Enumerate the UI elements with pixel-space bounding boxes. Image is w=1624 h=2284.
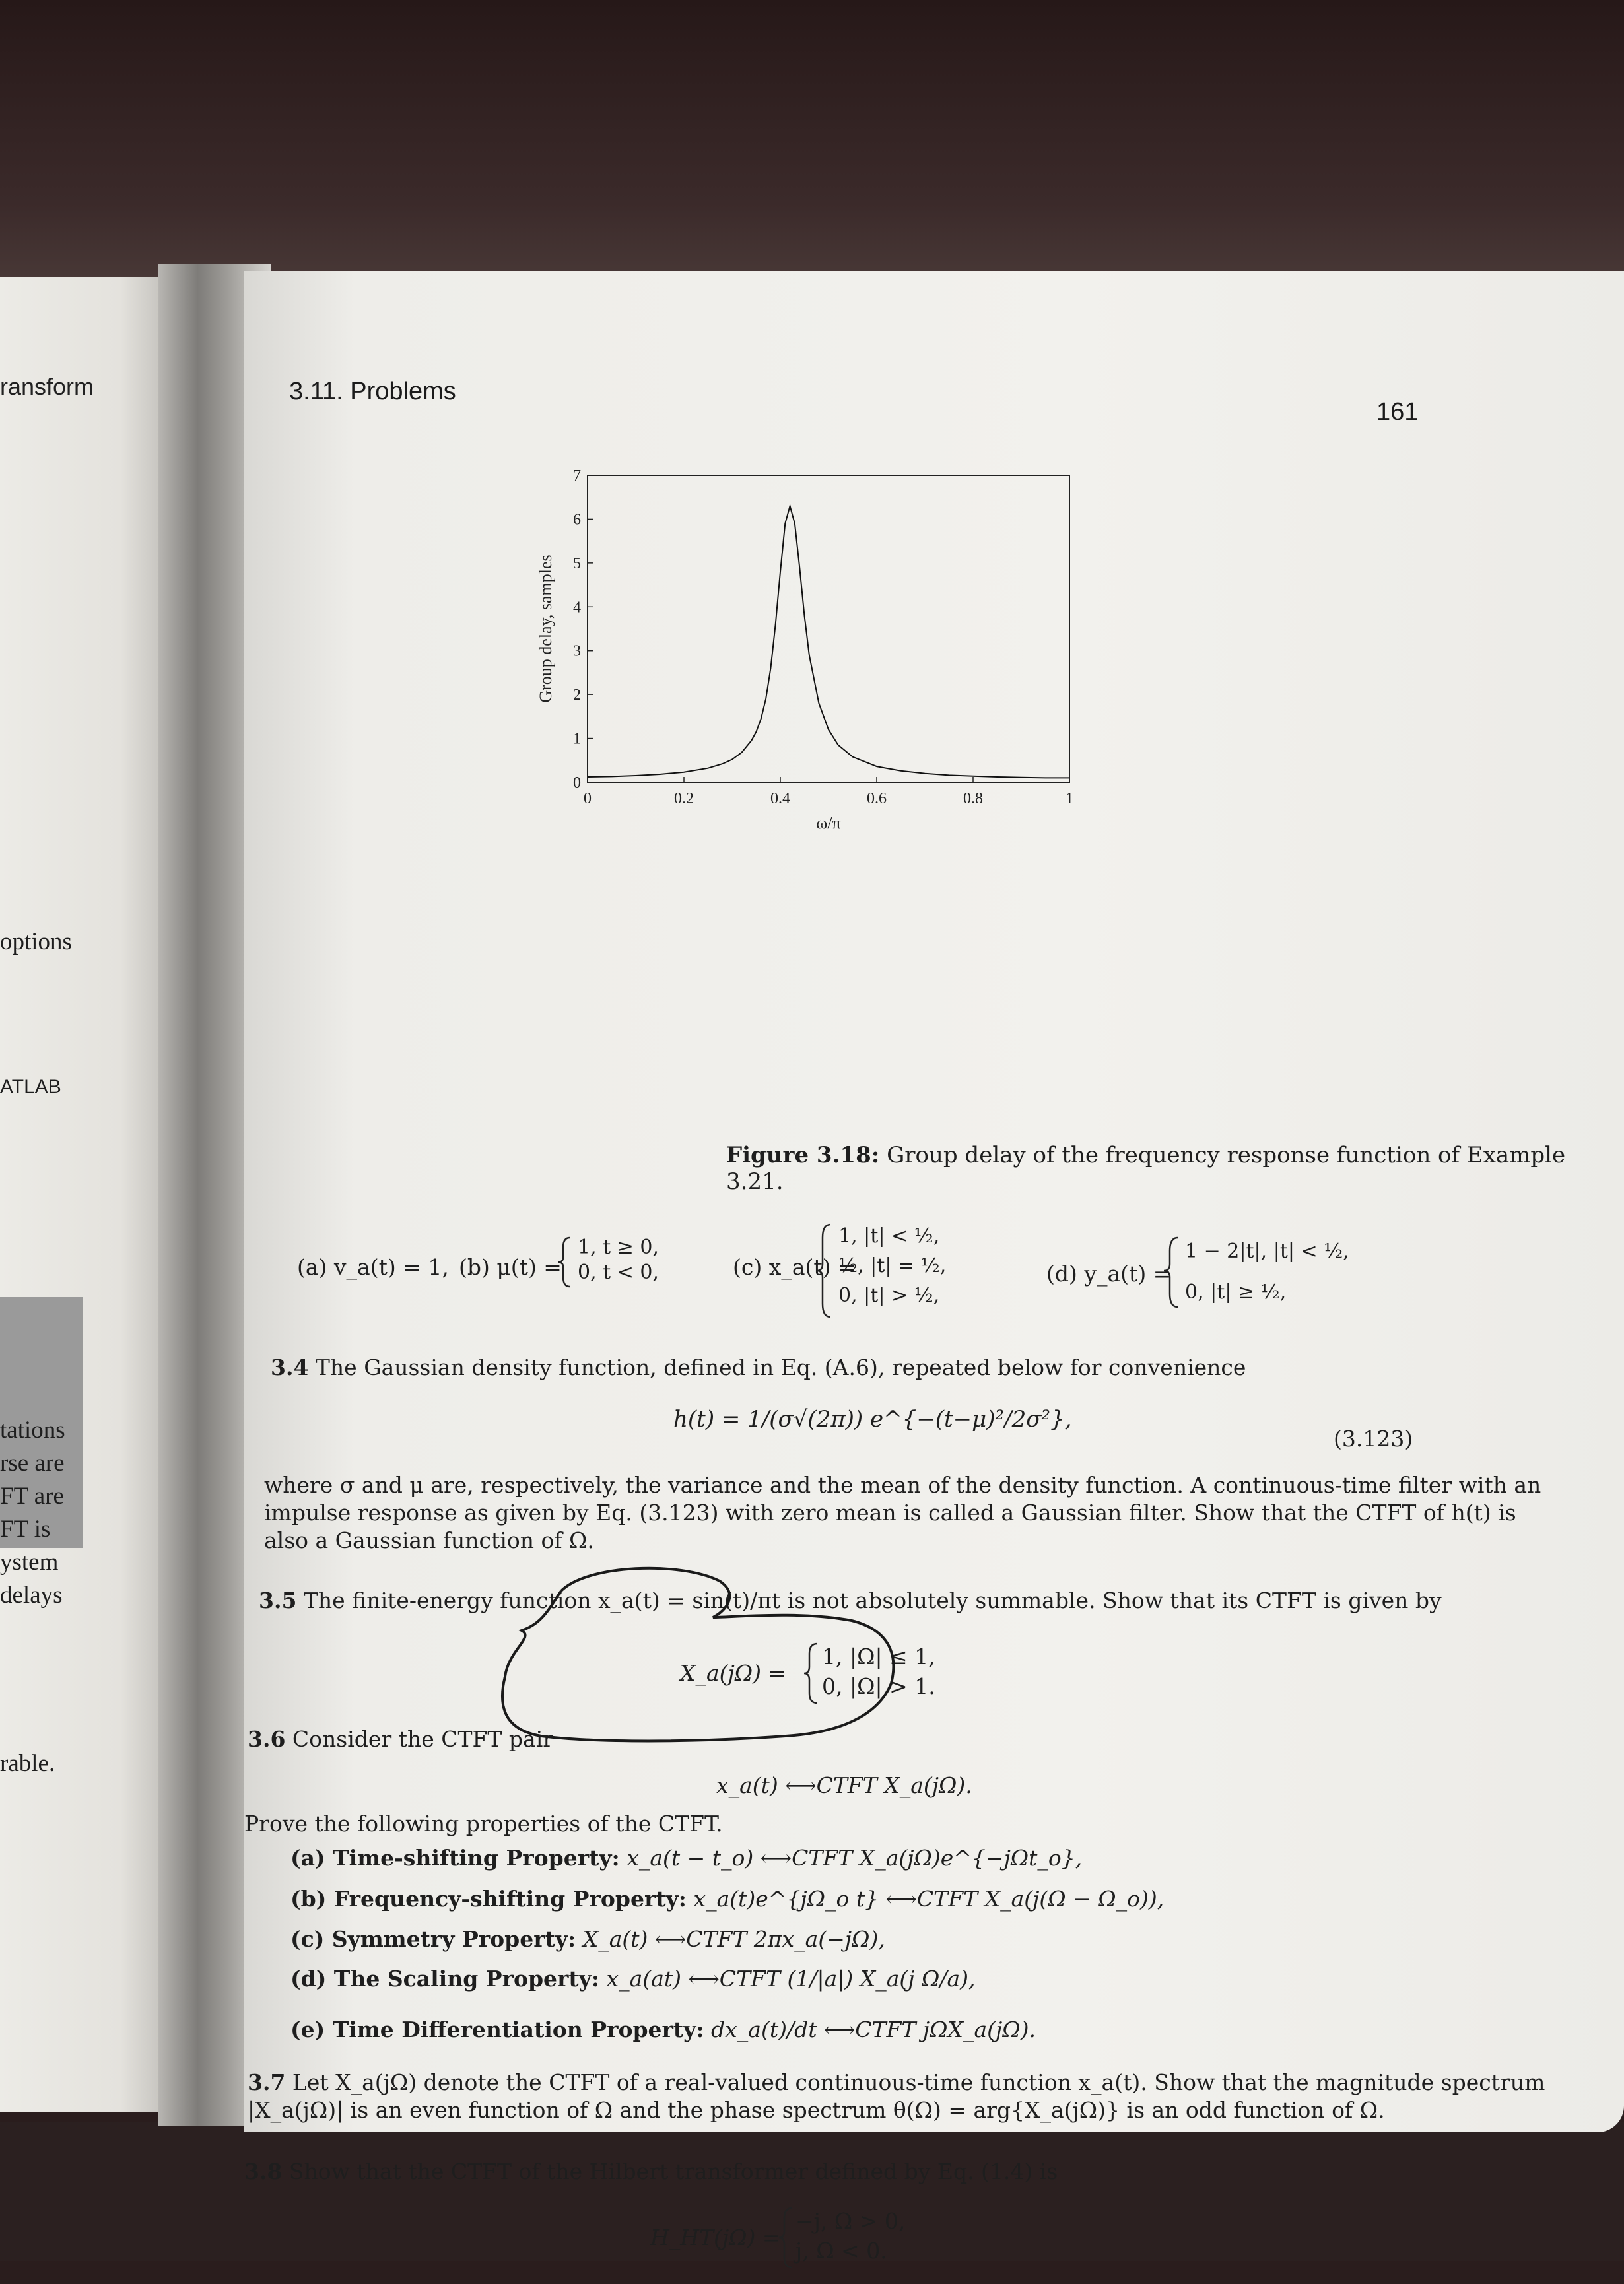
problem-number: 3.5 xyxy=(259,1588,297,1613)
property-expr: x_a(at) ⟷CTFT (1/|a|) X_a(j Ω/a), xyxy=(606,1966,976,1992)
background-top xyxy=(0,0,1624,290)
y-tick-label: 4 xyxy=(573,599,581,617)
figure-caption xyxy=(726,1142,1624,1195)
func-d-case: 1 − 2|t|, |t| < ½, xyxy=(1185,1240,1349,1263)
func-d-case: 0, |t| ≥ ½, xyxy=(1185,1281,1287,1304)
equation-number: (3.123) xyxy=(1334,1426,1413,1452)
problem-number: 3.6 xyxy=(248,1726,286,1752)
x-tick-label: 0 xyxy=(584,790,592,807)
y-tick-label: 0 xyxy=(573,774,581,791)
brace-glyph xyxy=(801,1640,827,1720)
func-b-case: 1, t ≥ 0, xyxy=(578,1236,660,1259)
y-tick-label: 7 xyxy=(573,467,581,485)
group-delay-chart xyxy=(522,462,1116,871)
section-header: 3.11. Problems xyxy=(289,378,456,405)
property-label: (b) Frequency-shifting Property: xyxy=(290,1886,687,1912)
func-c: (c) x_a(t) = xyxy=(733,1254,856,1280)
func-a: (a) v_a(t) = 1, xyxy=(297,1254,449,1280)
left-page xyxy=(0,277,172,2112)
x-tick-label: 0.2 xyxy=(674,790,694,807)
ctft-case: 0, |Ω| > 1. xyxy=(822,1673,935,1699)
func-c-case: 1, |t| < ½, xyxy=(838,1225,940,1248)
page-number: 161 xyxy=(1376,398,1419,426)
left-page-text: ransform xyxy=(0,373,94,400)
brace-glyphs xyxy=(244,1221,1235,1353)
property-expr: x_a(t − t_o) ⟷CTFT X_a(jΩ)e^{−jΩt_o}, xyxy=(626,1845,1083,1871)
property-expr: dx_a(t)/dt ⟷CTFT jΩX_a(jΩ). xyxy=(711,2017,1036,2042)
problem-3-4-body: also a Gaussian function of Ω. xyxy=(264,1528,594,1553)
y-tick-label: 3 xyxy=(573,642,581,660)
left-page-text: rse are xyxy=(0,1450,65,1477)
func-c-case: ½, |t| = ½, xyxy=(838,1254,947,1277)
left-page-text: options xyxy=(0,928,72,955)
property-label: (e) Time Differentiation Property: xyxy=(290,2017,704,2042)
x-tick-label: 1 xyxy=(1066,790,1073,807)
y-tick-label: 2 xyxy=(573,687,581,704)
left-page-text: FT are xyxy=(0,1483,64,1510)
ctft-pair: x_a(t) ⟷CTFT X_a(jΩ). xyxy=(716,1772,972,1798)
brace-glyph xyxy=(776,2205,802,2284)
problem-3-4-body: impulse response as given by Eq. (3.123) with zero mean is called a Gaussian filter. Show that the CTFT of h(t) is xyxy=(264,1500,1516,1526)
left-page-text: rable. xyxy=(0,1750,55,1777)
problem-number: 3.4 xyxy=(271,1355,309,1380)
problem-3-6-text: Consider the CTFT pair xyxy=(292,1726,554,1752)
x-tick-label: 0.8 xyxy=(963,790,983,807)
problem-3-7-text: |X_a(jΩ)| is an even function of Ω and the phase spectrum θ(Ω) = arg{X_a(jΩ)} is an odd function of Ω. xyxy=(248,2097,1385,2123)
group-delay-curve xyxy=(588,506,1069,778)
problem-number: 3.8 xyxy=(244,2159,283,2184)
left-page-text: tations xyxy=(0,1417,65,1444)
hilbert-equation-lhs: H_HT(jΩ) = xyxy=(650,2225,781,2250)
problem-number: 3.7 xyxy=(248,2069,286,2095)
property-label: (c) Symmetry Property: xyxy=(290,1926,576,1952)
right-page xyxy=(244,271,1624,2264)
ctft-case: 1, |Ω| ≤ 1, xyxy=(822,1644,935,1669)
y-tick-label: 5 xyxy=(573,554,581,572)
problem-3-8-text: Show that the CTFT of the Hilbert transformer defined by Eq. (1.4) is xyxy=(288,2159,1058,2184)
left-page-text: delays xyxy=(0,1582,63,1609)
func-b-case: 0, t < 0, xyxy=(578,1261,660,1284)
prove-text: Prove the following properties of the CTFT. xyxy=(244,1811,723,1836)
hilbert-case: j, Ω < 0. xyxy=(795,2238,887,2264)
left-page-text: ATLAB xyxy=(0,1076,61,1098)
problem-3-5-text: The finite-energy function x_a(t) = sin(t)/πt is not absolutely summable. Show that its CTFT is given by xyxy=(303,1588,1442,1613)
figure-caption-label: Figure 3.18: xyxy=(726,1142,880,1168)
left-page-text: FT is xyxy=(0,1516,51,1543)
x-tick-label: 0.6 xyxy=(867,790,887,807)
problem-3-4-text: The Gaussian density function, defined in Eq. (A.6), repeated below for convenience xyxy=(315,1355,1246,1380)
func-c-case: 0, |t| > ½, xyxy=(838,1284,940,1307)
property-label: (d) The Scaling Property: xyxy=(290,1966,600,1992)
x-axis-label: ω/π xyxy=(816,813,841,832)
problem-3-4-body: where σ and μ are, respectively, the variance and the mean of the density function. A continuous-time filter with an xyxy=(264,1472,1541,1498)
x-tick-label: 0.4 xyxy=(770,790,790,807)
y-tick-label: 6 xyxy=(573,511,581,529)
hilbert-case: −j, Ω > 0, xyxy=(795,2208,906,2234)
figure-caption-text: Group delay of the frequency response function of Example 3.21. xyxy=(726,1142,1566,1195)
func-d: (d) y_a(t) = xyxy=(1046,1261,1172,1287)
y-axis-label: Group delay, samples xyxy=(536,554,555,703)
y-tick-label: 1 xyxy=(573,730,581,748)
handwritten-circle xyxy=(495,1545,997,1769)
problem-3-7-text: Let X_a(jΩ) denote the CTFT of a real-valued continuous-time function x_a(t). Show that the magnitude spectrum xyxy=(292,2069,1545,2095)
plot-frame xyxy=(588,475,1069,782)
left-page-text: ystem xyxy=(0,1549,59,1576)
func-b: (b) μ(t) = xyxy=(459,1254,562,1280)
ctft-equation-lhs: X_a(jΩ) = xyxy=(680,1660,787,1686)
gaussian-equation: h(t) = 1/(σ√(2π)) e^{−(t−μ)²/2σ²}, xyxy=(673,1406,1072,1432)
property-label: (a) Time-shifting Property: xyxy=(290,1845,620,1871)
property-expr: X_a(t) ⟷CTFT 2πx_a(−jΩ), xyxy=(582,1926,885,1952)
property-expr: x_a(t)e^{jΩ_o t} ⟷CTFT X_a(j(Ω − Ω_o)), xyxy=(693,1886,1165,1912)
